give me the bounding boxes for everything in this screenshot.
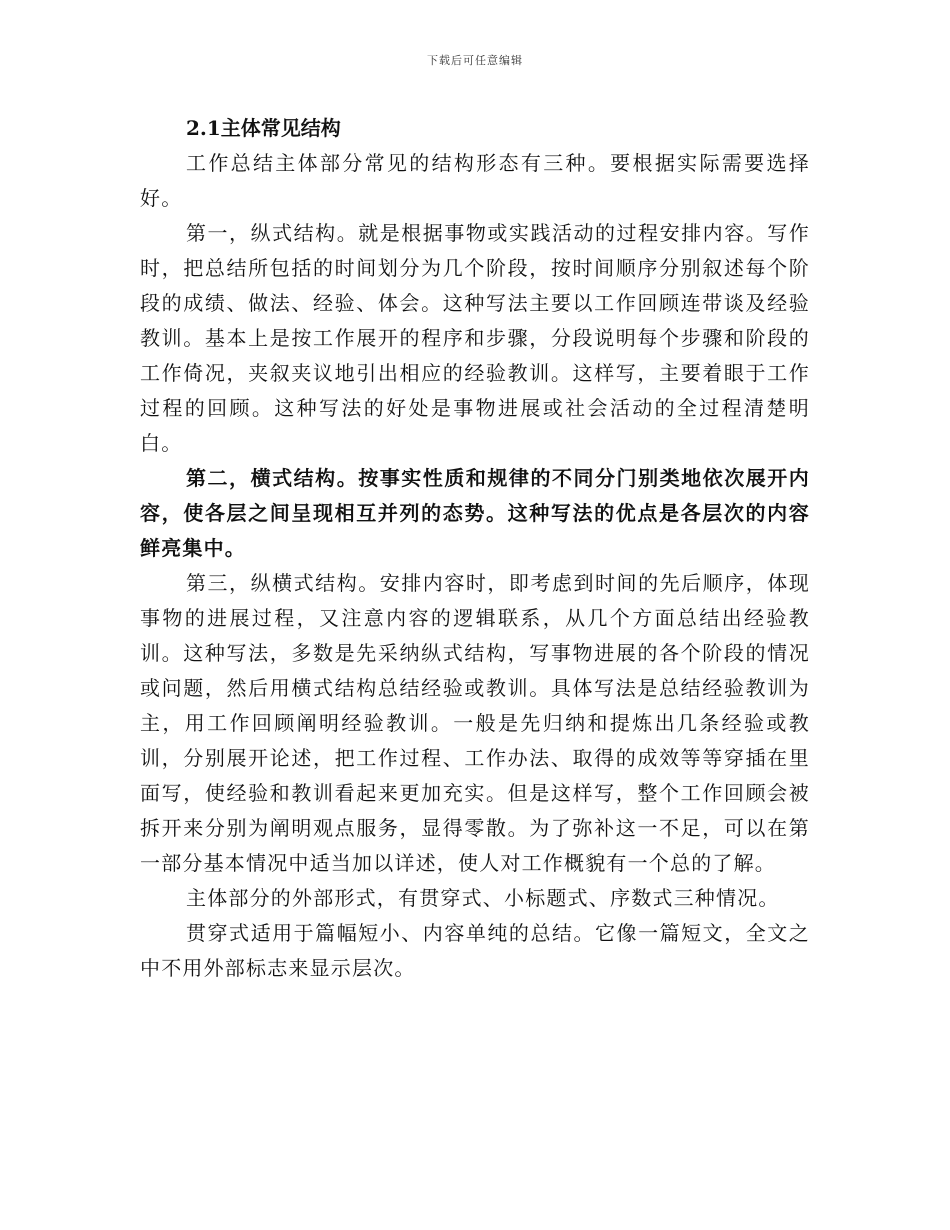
paragraph-combined-structure: 第三，纵横式结构。安排内容时，即考虑到时间的先后顺序，体现事物的进展过程，又注意内容的逻辑联系，从几个方面总结出经验教训。这种写法，多数是先采纳纵式结构，写事物进展的各个阶段的情况或问题，然后用横式结构总结经验或教训。具体写法是总结经验教训为主，用工作回顾阐明经验教训。一般是先归纳和提炼出几条经验或教训，分别展开论述，把工作过程、工作办法、取得的成效等等穿插在里面写，使经验和教训看起来更加充实。但是这样写，整个工作回顾会被拆开来分别为阐明观点服务，显得零散。为了弥补这一不足，可以在第一部分基本情况中适当加以详述，使人对工作概貌有一个总的了解。 [140,571,810,875]
paragraph-intro: 工作总结主体部分常见的结构形态有三种。要根据实际需要选择好。 [140,151,810,210]
paragraph-vertical-structure: 第一，纵式结构。就是根据事物或实践活动的过程安排内容。写作时，把总结所包括的时间划分为几个阶段，按时间顺序分别叙述每个阶段的成绩、做法、经验、体会。这种写法主要以工作回顾连带谈及经验教训。基本上是按工作展开的程序和步骤，分段说明每个步骤和阶段的工作倚况，夹叙夹议地引出相应的经验教训。这样写，主要着眼于工作过程的回顾。这种写法的好处是事物进展或社会活动的全过程清楚明白。 [140,221,810,455]
document-body [140,110,810,986]
paragraph-through-form: 贯穿式适用于篇幅短小、内容单纯的总结。它像一篇短文，全文之中不用外部标志来显示层次。 [140,921,810,980]
paragraph-external-forms: 主体部分的外部形式，有贯穿式、小标题式、序数式三种情况。 [186,886,780,910]
section-heading: 2.1主体常见结构 [186,116,341,140]
paragraph-horizontal-structure: 第二，横式结构。按事实性质和规律的不同分门别类地依次展开内容，使各层之间呈现相互并列的态势。这种写法的优点是各层次的内容鲜亮集中。 [140,466,810,560]
page-header: 下载后可任意编辑 [427,54,523,67]
